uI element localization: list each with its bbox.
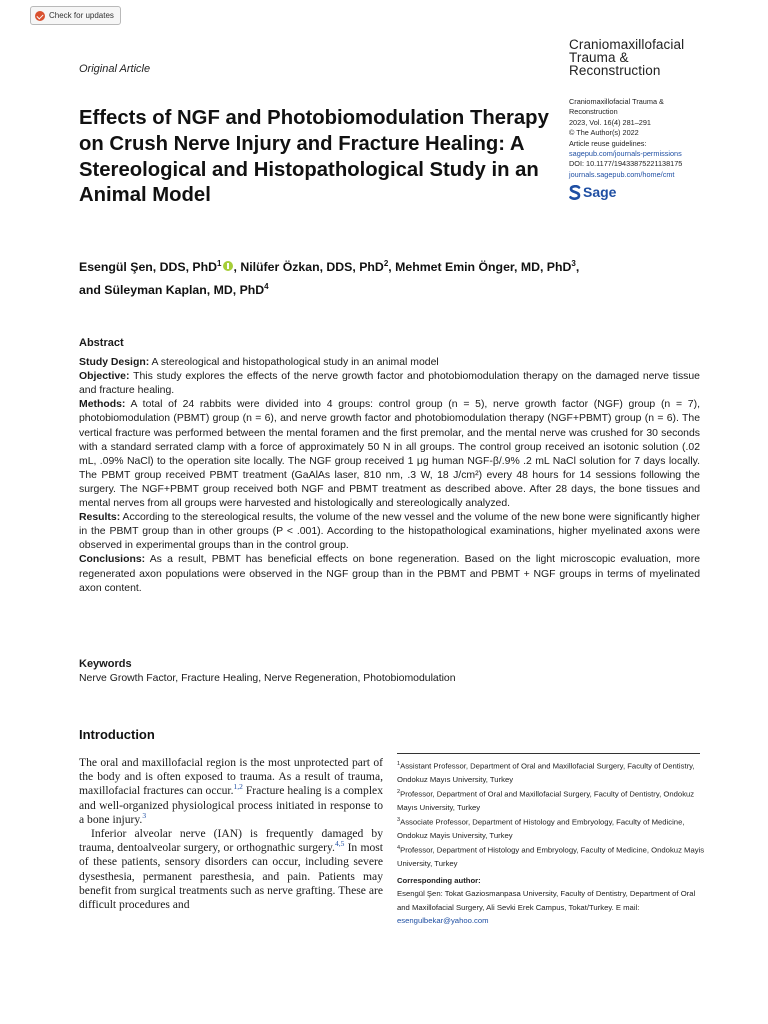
abstract-results xyxy=(79,511,700,553)
affiliation-marker: 1 xyxy=(397,761,401,767)
author-affiliation-marker: 3 xyxy=(571,259,576,268)
sage-s-icon xyxy=(569,185,581,200)
intro-paragraph xyxy=(79,827,383,912)
section-label: Methods: xyxy=(79,399,126,411)
pub-info-line: Craniomaxillofacial Trauma & xyxy=(569,97,664,106)
check-updates-icon xyxy=(35,11,45,21)
section-text: As a result, PBMT has beneficial effects on bone regeneration. Based on the light microscopic evaluation, more regenerated axon populations were observed in the NGF group than in the PBMT and PBMT + NGF groups in terms of myelinated axon content. xyxy=(79,554,700,594)
introduction-body xyxy=(79,756,383,912)
author-name: Nilüfer Özkan, DDS, PhD xyxy=(240,260,384,275)
article-type: Original Article xyxy=(79,63,151,75)
sage-wordmark: Sage xyxy=(583,184,617,200)
intro-paragraph xyxy=(79,756,383,827)
abstract-study-design xyxy=(79,356,700,370)
author-name: Esengül Şen, DDS, PhD xyxy=(79,260,218,275)
intro-text: In most of these patients, sensory disorders can occur, including severe dysesthesia, permanent paresthesia, and pain. Patients may benefit from surgical treatments such as nerve grafting. These are difficult procedures and xyxy=(79,841,383,912)
section-text: This study explores the effects of the nerve growth factor and photobiomodulation therapy on the damaged nerve tissue and fracture healing. xyxy=(79,371,700,397)
intro-text: Fracture healing is a complex and well-organized physiological process initiated in response to a bone injury. xyxy=(79,784,383,826)
affiliation-item xyxy=(397,758,705,786)
affiliations xyxy=(397,758,705,871)
permissions-link[interactable]: sagepub.com/journals-permissions xyxy=(569,149,682,159)
section-label: Conclusions: xyxy=(79,554,146,566)
citation-link[interactable]: 4,5 xyxy=(334,839,345,849)
author-separator: , xyxy=(388,260,396,275)
orcid-icon[interactable] xyxy=(223,261,233,271)
affiliation-text: Professor, Department of Oral and Maxillofacial Surgery, Faculty of Dentistry, Ondokuz Mayıs University, Turkey xyxy=(397,789,695,813)
section-text: A total of 24 rabbits were divided into 4 groups: control group (n = 5), nerve growth factor (NGF) group (n = 7), photobiomodulation (PBMT) group (n = 6), and nerve growth factor and photobiomodulation therapy (NGF+PBMT) group (n = 6). The vertical fracture was performed between the mental foramen and the first premolar, and the mental nerve was crushed for 30 seconds with a standard serrated clamp with a force of approximately 50 N in all groups. The control group received an isotonic solution (.02 mL, .09% NaCl) to the operation site locally. The NGF group received 1 μg human NGF-β/.9% .2 mL NaCl solution for 7 days locally. The PBMT group received PBMT treatment (GaAlAs laser, 810 nm, .3 W, 18 J/cm²) every 48 hours for 14 sessions following the surgery. The NGF+PBMT group received both NGF and PBMT treatment as described above. After 28 days, the bone tissues and mental nerves from all groups were harvested and histologically and stereologically analyzed. xyxy=(79,399,700,510)
author-name: and Süleyman Kaplan, MD, PhD xyxy=(79,283,265,298)
affiliation-marker: 2 xyxy=(397,789,401,796)
doi-line: DOI: 10.1177/19433875221138175 xyxy=(569,159,683,169)
journal-logo-line: Reconstruction xyxy=(569,63,661,78)
affiliation-marker: 3 xyxy=(397,817,401,824)
publication-info xyxy=(569,97,744,180)
section-label: Results: xyxy=(79,512,121,524)
keywords xyxy=(79,657,699,686)
author-affiliation-marker: 2 xyxy=(383,259,389,268)
journal-logo xyxy=(569,38,684,77)
section-label: Objective: xyxy=(79,371,130,383)
author-affiliation-marker: 1 xyxy=(217,259,222,268)
affiliation-divider xyxy=(397,753,700,754)
author-affiliation-marker: 4 xyxy=(264,282,269,292)
article-title: Effects of NGF and Photobiomodulation Therapy on Crush Nerve Injury and Fracture Healing: A Stereological and Histopathological Study in an Animal Model xyxy=(79,107,549,207)
pub-info-line: 2023, Vol. 16(4) 281–291 xyxy=(569,117,651,127)
keywords-heading: Keywords xyxy=(79,658,132,670)
abstract-heading: Abstract xyxy=(79,337,124,349)
check-for-updates-badge[interactable] xyxy=(30,6,121,25)
abstract-conclusions xyxy=(79,553,700,595)
journal-logo-line: Craniomaxillofacial xyxy=(569,37,685,52)
section-text: A stereological and histopathological study in an animal model xyxy=(149,357,439,369)
pub-info-line: Reconstruction xyxy=(569,107,618,117)
section-text: According to the stereological results, the volume of the new vessel and the volume of the new bone were significantly higher in the PBMT group than in other groups (P < .001). According to the histopathological examinations, higher myelinated axons were observed in experimental groups than in the control group. xyxy=(79,512,700,552)
corresponding-text: Esengül Şen: Tokat Gaziosmanpasa University, Faculty of Dentistry, Department of Oral and Maxillofacial Surgery, Ali Sevki Erek Campus, Tokat/Turkey. E mail: xyxy=(397,889,696,912)
journal-logo-line: Trauma & xyxy=(569,50,629,65)
author-name: Mehmet Emin Önger, MD, PhD xyxy=(395,260,572,275)
check-for-updates-label: Check for updates xyxy=(49,11,114,20)
affiliation-text: Assistant Professor, Department of Oral and Maxillofacial Surgery, Faculty of Dentistry, Ondokuz Mayıs University, Turkey xyxy=(397,761,695,784)
sage-logo xyxy=(569,184,616,200)
corresponding-author xyxy=(397,874,703,927)
keywords-text: Nerve Growth Factor, Fracture Healing, Nerve Regeneration, Photobiomodulation xyxy=(79,673,456,684)
affiliation-item xyxy=(397,814,705,842)
affiliation-item xyxy=(397,842,705,870)
abstract xyxy=(79,336,700,596)
pub-info-line: Article reuse guidelines: xyxy=(569,138,647,148)
abstract-objective xyxy=(79,370,700,398)
author-separator: , xyxy=(575,260,580,275)
affiliation-text: Professor, Department of Histology and Embryology, Faculty of Medicine, Ondokuz Mayis University, Turkey xyxy=(397,846,705,869)
section-label: Study Design: xyxy=(79,357,150,369)
pub-info-line: © The Author(s) 2022 xyxy=(569,128,639,138)
email-link[interactable]: esengulbekar@yahoo.com xyxy=(397,915,489,925)
intro-text: Inferior alveolar nerve (IAN) is frequently damaged by trauma, dentoalveolar surgery, or orthognathic surgery. xyxy=(79,827,383,855)
citation-link[interactable]: 3 xyxy=(142,810,147,820)
author-list xyxy=(79,254,719,300)
corresponding-heading: Corresponding author: xyxy=(397,876,481,885)
affiliation-item xyxy=(397,786,705,814)
affiliation-text: Associate Professor, Department of Histology and Embryology, Faculty of Medicine, Ondokuz Mayis University, Turkey xyxy=(397,817,685,841)
journal-home-link[interactable]: journals.sagepub.com/home/cmt xyxy=(569,169,675,179)
affiliation-marker: 4 xyxy=(397,845,401,852)
citation-link[interactable]: 1,2 xyxy=(233,782,243,792)
abstract-methods xyxy=(79,398,700,511)
introduction-heading: Introduction xyxy=(79,727,155,742)
author-separator: , xyxy=(233,260,241,275)
intro-text: The oral and maxillofacial region is the most unprotected part of the body and is often exposed to trauma. As a result of trauma, maxillofacial fractures can occur. xyxy=(79,756,383,798)
